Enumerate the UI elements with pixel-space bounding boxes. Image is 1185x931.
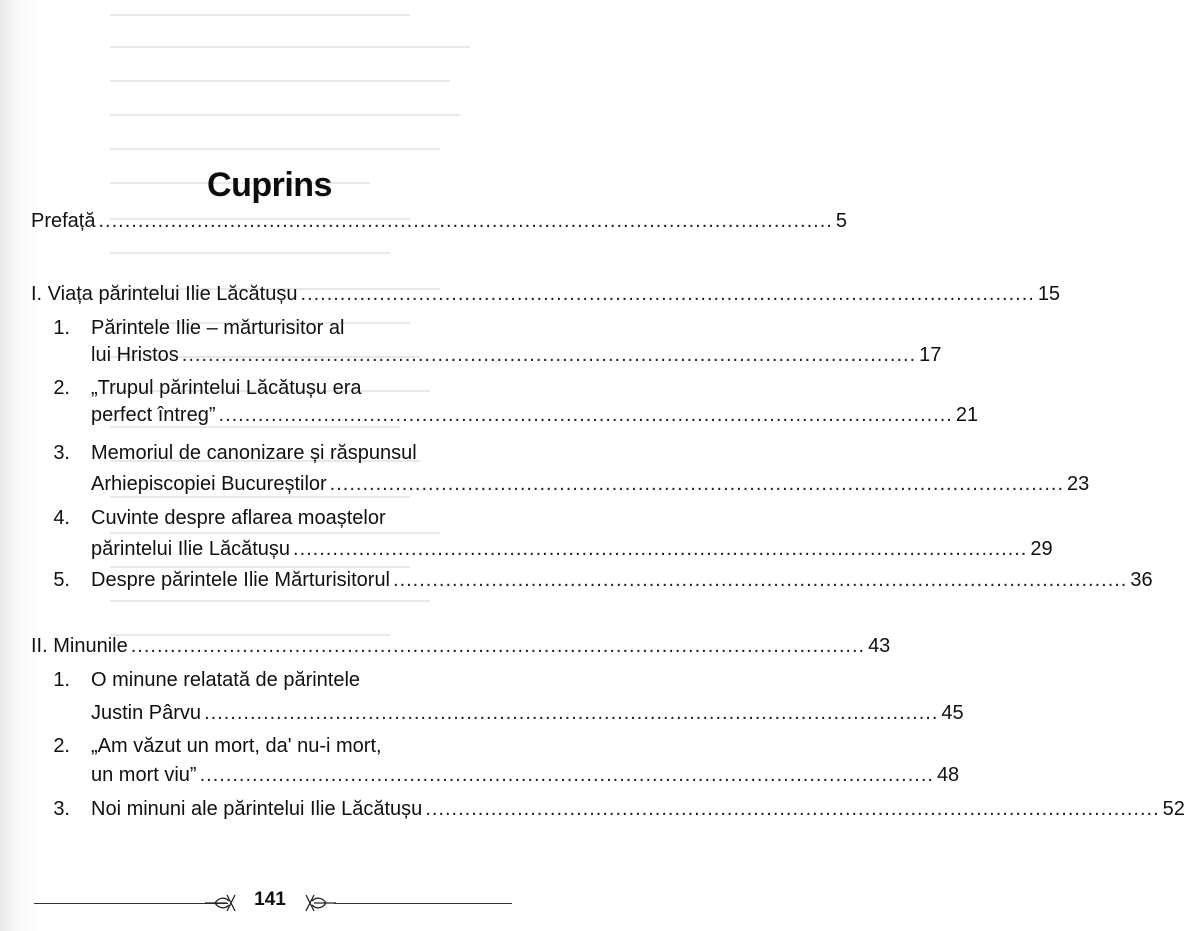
toc-entry-label: un mort viu” (91, 764, 197, 786)
toc-page-number: 43 (868, 635, 891, 657)
page-title: Cuprins (207, 166, 332, 204)
toc-page-number: 29 (1030, 538, 1053, 560)
footer-rule-left (34, 903, 228, 904)
toc-entry-label: părintelui Ilie Lăcătușu (91, 538, 291, 560)
toc-page-number: 17 (919, 344, 942, 366)
toc-page-number: 45 (941, 702, 964, 724)
toc-page-number: 5 (835, 210, 847, 232)
toc-page-number: 23 (1067, 473, 1090, 495)
toc-item-last-line (91, 402, 979, 428)
toc-item-line: „Am văzut un mort, da' nu-i mort, (91, 735, 382, 757)
toc-page-number: 52 (1162, 798, 1185, 820)
toc-item-number: 5. (53, 569, 70, 591)
footer-ornament-left-icon (205, 893, 237, 913)
toc-item-last-line (91, 700, 964, 726)
leader-dots: ................................................................................................................ (425, 798, 1160, 820)
toc-page-number: 48 (936, 764, 960, 786)
toc-item-line: Memoriul de canonizare și răspunsul (91, 442, 417, 464)
toc-item-number: 3. (53, 442, 70, 464)
leader-dots: ................................................................................................................ (98, 210, 833, 232)
toc-entry-label: I. Viața părintelui Ilie Lăcătușu (31, 283, 298, 305)
toc-entry-label: Prefață (31, 210, 96, 232)
toc-section-heading (31, 281, 1061, 307)
leader-dots: ................................................................................................................ (218, 404, 953, 426)
toc-entry-label: lui Hristos (91, 344, 179, 366)
toc-item-last-line (91, 567, 1153, 593)
toc-item-last-line (91, 796, 1185, 822)
leader-dots: ................................................................................................................ (204, 702, 939, 724)
toc-entry-preface (31, 208, 847, 234)
toc-entry-label: Noi minuni ale părintelui Ilie Lăcătușu (91, 798, 423, 820)
toc-item-last-line (91, 342, 942, 368)
toc-item-number: 3. (53, 798, 70, 820)
toc-page-number: 21 (955, 404, 979, 426)
leader-dots: ................................................................................................................ (181, 344, 917, 366)
toc-item-number: 2. (53, 377, 70, 399)
toc-entry-label: perfect întreg” (91, 404, 216, 426)
leader-dots: ................................................................................................................ (393, 569, 1128, 591)
toc-entry-label: Despre părintele Ilie Mărturisitorul (91, 569, 391, 591)
toc-item-line: Cuvinte despre aflarea moaștelor (91, 507, 386, 529)
toc-entry-label: Arhiepiscopiei Bucureștilor (91, 473, 327, 495)
toc-item-number: 1. (53, 317, 70, 339)
toc-entry-label: II. Minunile (31, 635, 128, 657)
toc-item-number: 1. (53, 669, 70, 691)
toc-item-number: 4. (53, 507, 70, 529)
leader-dots: ................................................................................................................ (293, 538, 1028, 560)
footer-ornament-right-icon (304, 893, 336, 913)
leader-dots: ................................................................................................................ (300, 283, 1035, 305)
toc-item-last-line (91, 471, 1090, 497)
toc-entry-label: Justin Pârvu (91, 702, 202, 724)
leader-dots: ................................................................................................................ (130, 635, 866, 657)
footer-page-number: 141 (254, 889, 286, 910)
toc-page-number: 36 (1130, 569, 1153, 591)
toc-section-heading (31, 633, 891, 659)
leader-dots: ................................................................................................................ (199, 764, 934, 786)
toc-item-last-line (91, 762, 960, 788)
toc-item-number: 2. (53, 735, 70, 757)
toc-item-last-line (91, 536, 1053, 562)
footer-rule-right (334, 903, 512, 904)
toc-item-line: O minune relatată de părintele (91, 669, 361, 691)
leader-dots: ................................................................................................................ (329, 473, 1065, 495)
toc-item-line: „Trupul părintelui Lăcătușu era (91, 377, 362, 399)
toc-page-number: 15 (1037, 283, 1061, 305)
toc-item-line: Părintele Ilie – mărturisitor al (91, 317, 345, 339)
